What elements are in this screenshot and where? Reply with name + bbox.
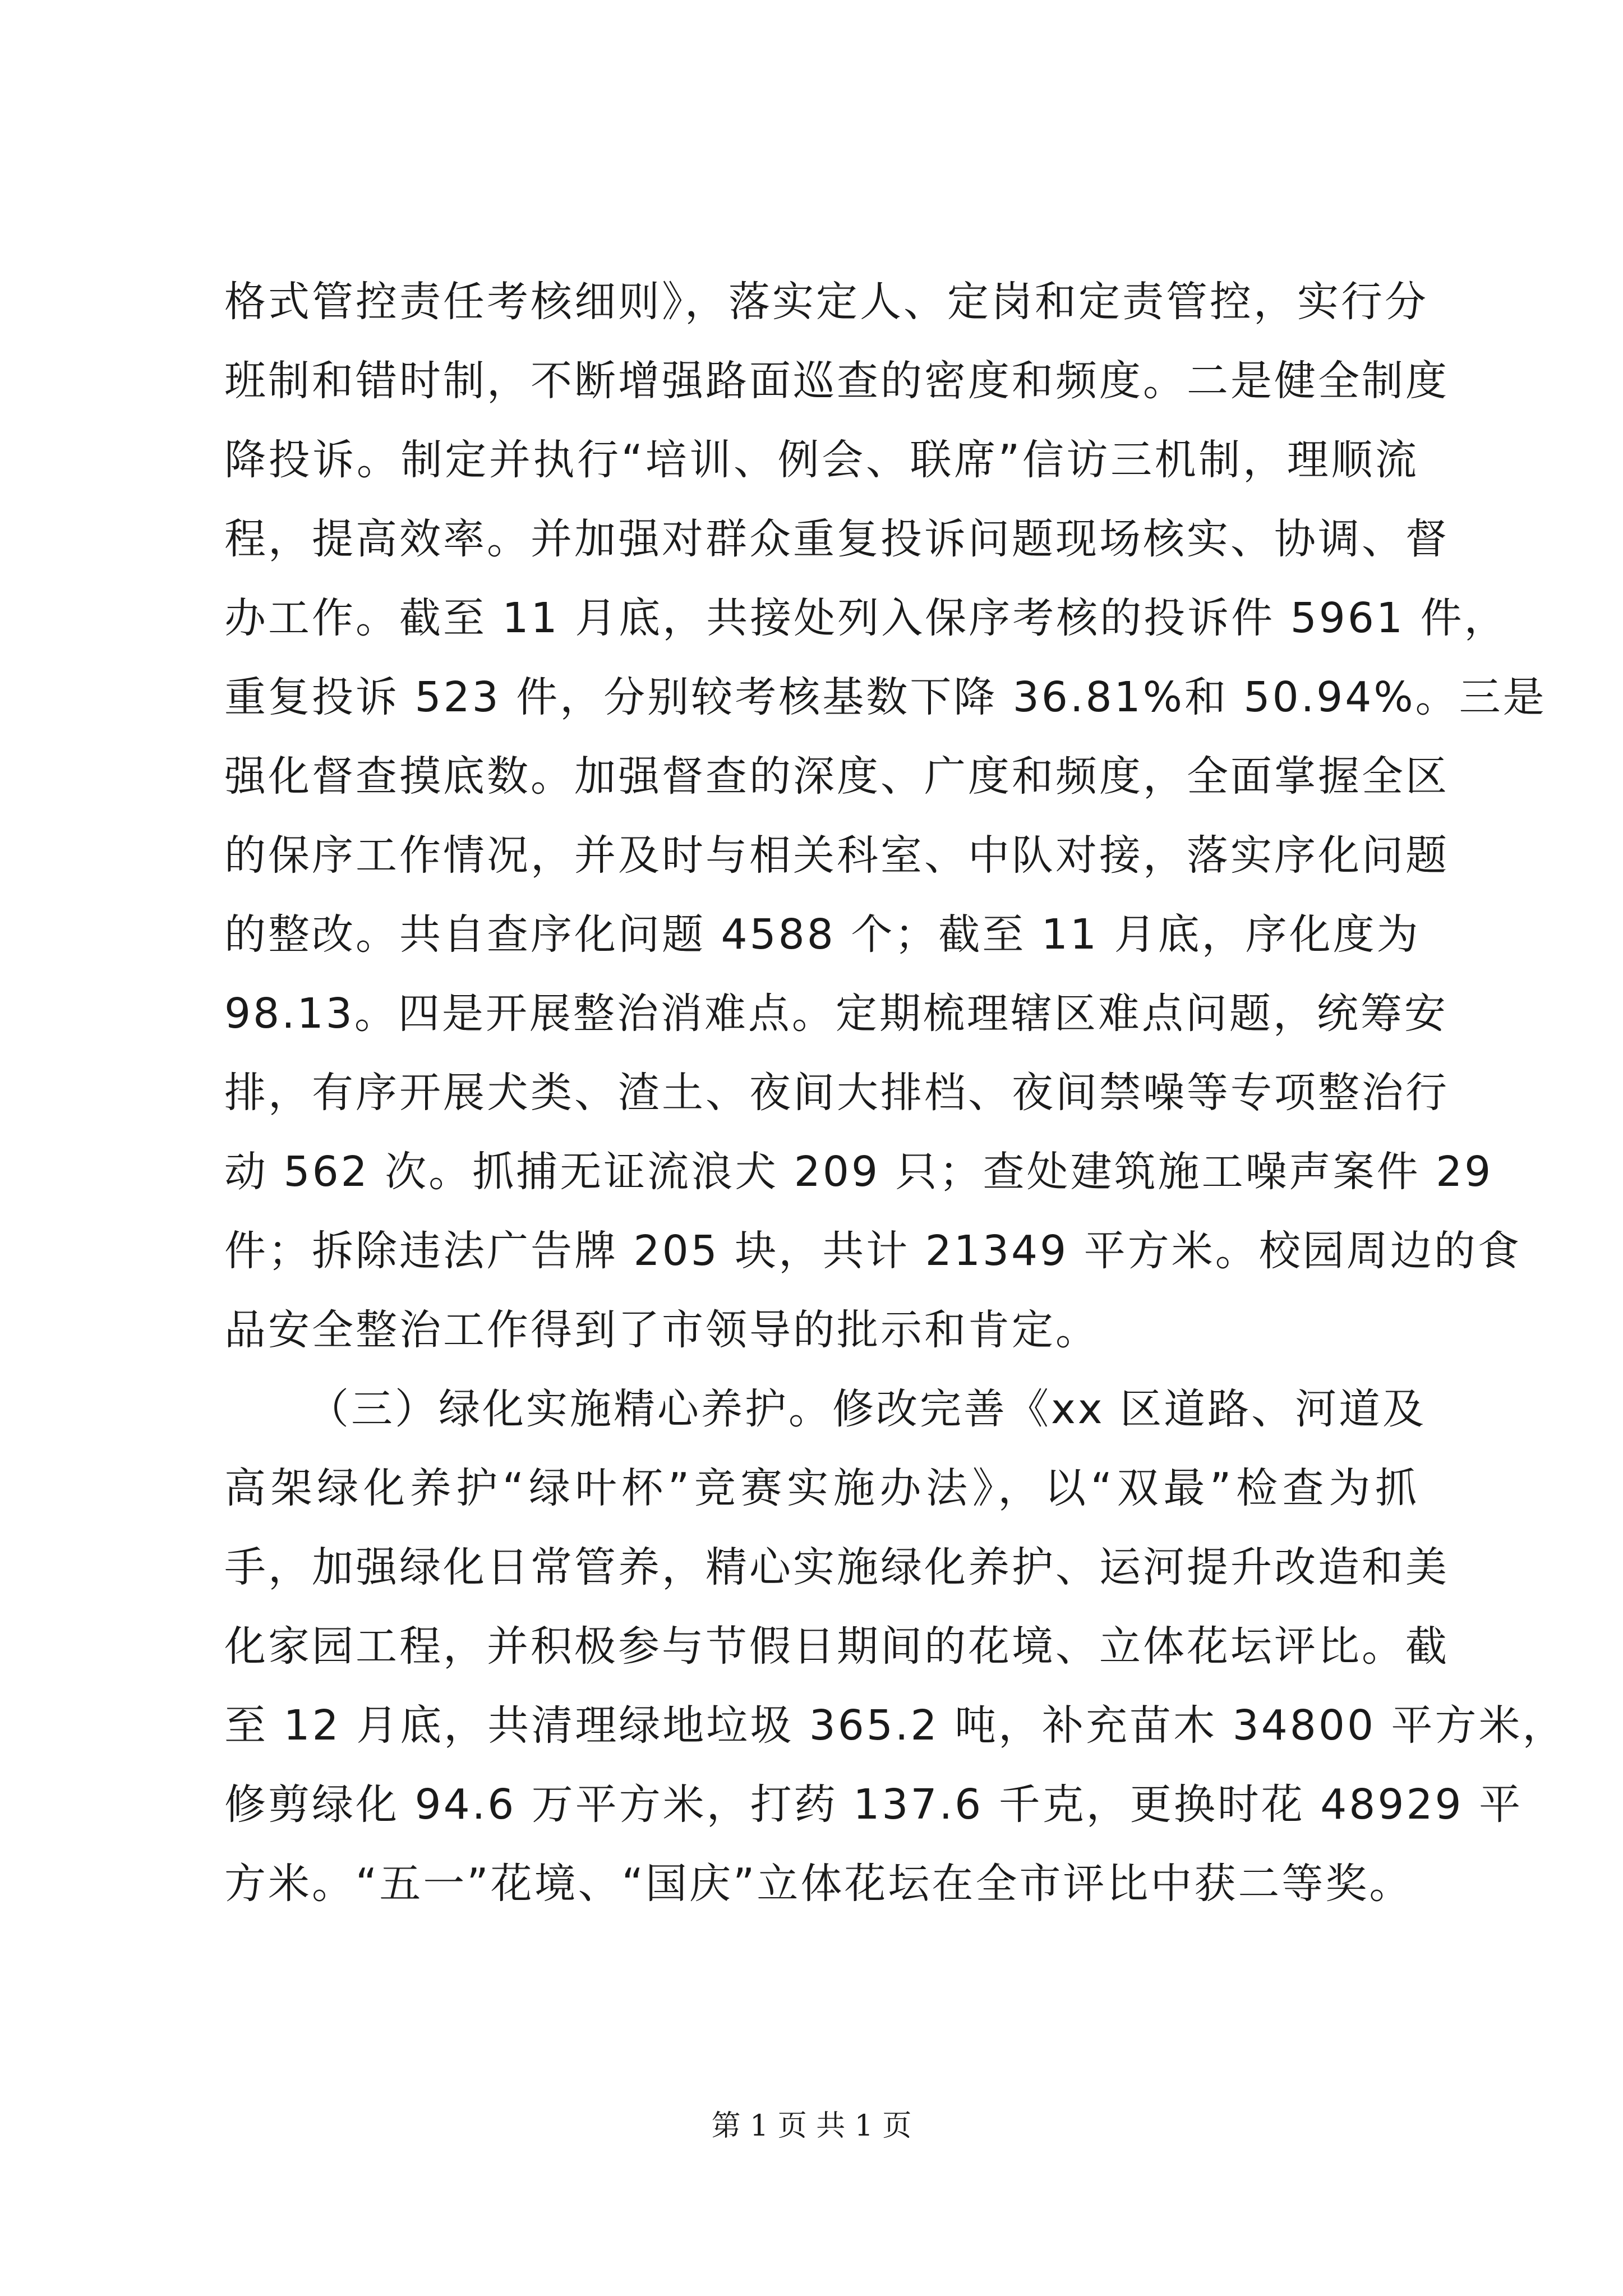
text-line: 重复投诉 523 件，分别较考核基数下降 36.81%和 50.94%。三是 xyxy=(224,673,1547,721)
text-line: 强化督查摸底数。加强督查的深度、广度和频度，全面掌握全区 xyxy=(224,752,1449,800)
text-line: 降投诉。制定并执行“培训、例会、联席”信访三机制，理顺流 xyxy=(224,436,1419,484)
text-line: 方米。“五一”花境、“国庆”立体花坛在全市评比中获二等奖。 xyxy=(224,1860,1413,1908)
text-line: 班制和错时制，不断增强路面巡查的密度和频度。二是健全制度 xyxy=(224,357,1449,405)
text-line: 动 562 次。抓捕无证流浪犬 209 只；查处建筑施工噪声案件 29 xyxy=(224,1148,1493,1196)
text-line: 化家园工程，并积极参与节假日期间的花境、立体花坛评比。截 xyxy=(224,1622,1449,1671)
text-line: 件；拆除违法广告牌 205 块，共计 21349 平方米。校园周边的食 xyxy=(224,1227,1521,1275)
paragraph-2 xyxy=(224,1370,1566,1924)
document-body xyxy=(224,263,1566,1924)
text-line: （三）绿化实施精心养护。修改完善《xx 区道路、河道及 xyxy=(307,1385,1427,1433)
paragraph-1 xyxy=(224,263,1547,1370)
page-number-label: 第 1 页 共 1 页 xyxy=(711,2109,912,2143)
text-line: 至 12 月底，共清理绿地垃圾 365.2 吨，补充苗木 34800 平方米， xyxy=(224,1701,1566,1750)
text-line: 品安全整治工作得到了市领导的批示和肯定。 xyxy=(224,1306,1099,1354)
text-line: 格式管控责任考核细则》，落实定人、定岗和定责管控，实行分 xyxy=(224,278,1428,326)
text-line: 的保序工作情况，并及时与相关科室、中队对接，落实序化问题 xyxy=(224,831,1449,880)
text-line: 手，加强绿化日常管养，精心实施绿化养护、运河提升改造和美 xyxy=(224,1543,1449,1591)
text-line: 程，提高效率。并加强对群众重复投诉问题现场核实、协调、督 xyxy=(224,515,1449,563)
text-line: 高架绿化养护“绿叶杯”竞赛实施办法》，以“双最”检查为抓 xyxy=(224,1464,1419,1512)
text-line: 办工作。截至 11 月底，共接处列入保序考核的投诉件 5961 件， xyxy=(224,594,1508,642)
text-line: 排，有序开展犬类、渣土、夜间大排档、夜间禁噪等专项整治行 xyxy=(224,1069,1449,1117)
text-line: 的整改。共自查序化问题 4588 个；截至 11 月底，序化度为 xyxy=(224,910,1421,959)
text-line: 修剪绿化 94.6 万平方米，打药 137.6 千克，更换时花 48929 平 xyxy=(224,1780,1523,1829)
text-line: 98.13。四是开展整治消难点。定期梳理辖区难点问题，统筹安 xyxy=(224,990,1448,1038)
page-footer xyxy=(0,2106,1623,2146)
